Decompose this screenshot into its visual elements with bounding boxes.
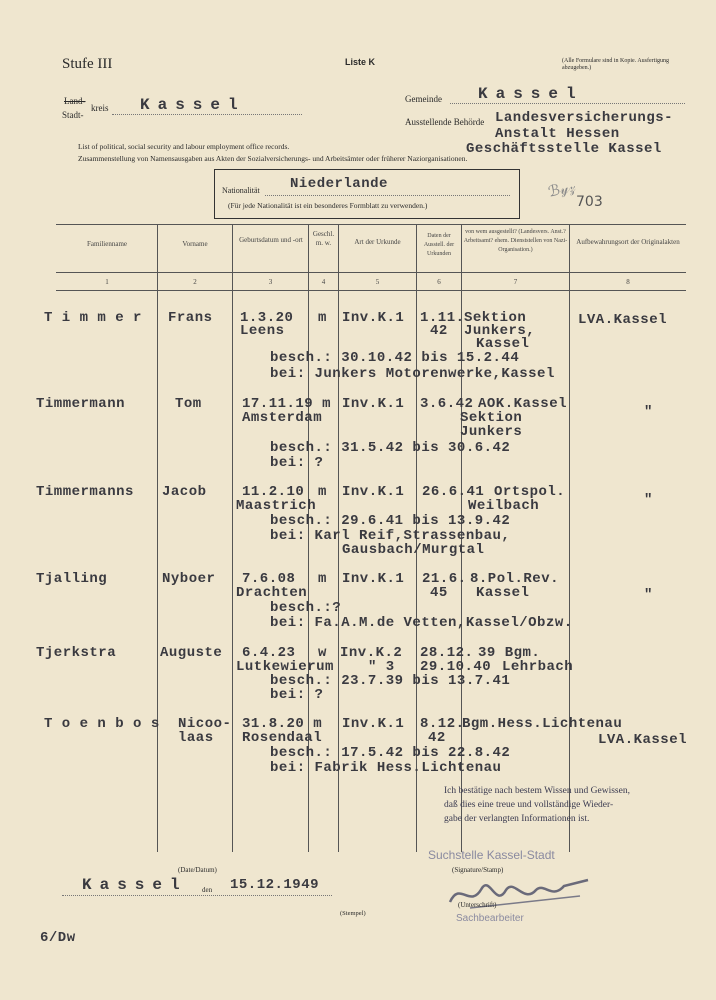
entry-4-besch: besch.:? — [270, 600, 342, 616]
footer-place: Kassel — [82, 876, 188, 894]
entry-4-doc: Inv.K.1 — [342, 571, 405, 587]
col-num-7: 7 — [513, 278, 518, 286]
entry-6-bei: bei: Fabrik Hess.Lichtenau — [270, 760, 502, 776]
table-top-line — [56, 224, 686, 225]
kreis-value: Kassel — [140, 96, 246, 114]
entry-4-birthplace: Drachten — [236, 585, 308, 601]
kreis-label: kreis — [91, 103, 109, 113]
stufe-label: Stufe III — [62, 56, 113, 72]
entry-2-issuer-2: Sektion — [460, 410, 523, 426]
entry-3-doc: Inv.K.1 — [342, 484, 405, 500]
entry-6-surname: T o e n b o s — [44, 716, 160, 732]
entry-5-bei: bei: ? — [270, 687, 324, 703]
date-label: (Date/Datum) — [178, 866, 217, 874]
entry-4-date-2: 45 — [430, 585, 448, 601]
date-underline — [62, 895, 332, 896]
entry-3-storage: " — [644, 492, 653, 508]
entry-3-sex: m — [318, 484, 327, 500]
certification-line-2: daß dies eine treue und vollständige Wieder- — [444, 800, 614, 810]
entry-3-bei: bei: Karl Reif,Strassenbau, — [270, 528, 511, 544]
entry-5-issuer-1: 39 Bgm. — [478, 645, 541, 661]
entry-6-birthdate: 31.8.20 m — [242, 716, 323, 732]
nationality-note: (Für jede Nationalität ist ein besonderes Formblatt zu verwenden.) — [228, 201, 428, 210]
nationality-underline — [265, 195, 510, 196]
signature-scribble — [440, 870, 600, 916]
entry-4-storage: " — [644, 587, 653, 603]
entry-5-date-1: 28.12. — [420, 645, 474, 661]
entry-2-surname: Timmermann — [36, 396, 126, 412]
handwritten-mark: ℬ𝓎𝓏 — [546, 177, 578, 201]
intro-english: List of political, social security and labour employment office records. — [78, 142, 290, 151]
entry-1-sex: m — [318, 310, 327, 326]
entry-6-date-1: 8.12. — [420, 716, 465, 732]
entry-3-issuer-1: Ortspol. — [494, 484, 566, 500]
entry-6-date-2: 42 — [428, 730, 446, 746]
stadt-label: Stadt- — [62, 110, 84, 120]
nationality-value: Niederlande — [290, 176, 388, 192]
entry-1-doc: Inv.K.1 — [342, 310, 405, 326]
col-num-1: 1 — [105, 278, 109, 286]
footer-date: 15.12.1949 — [230, 877, 320, 893]
entry-1-issuer-1: Sektion — [464, 310, 527, 326]
entry-3-firstname: Jacob — [162, 484, 207, 500]
col-divider-7 — [569, 224, 570, 852]
col-header-5: Art der Urkunde — [354, 238, 401, 246]
entry-2-issuer-1: AOK.Kassel — [478, 396, 568, 412]
entry-1-birthplace: Leens — [240, 323, 285, 339]
entry-1-besch: besch.: 30.10.42 bis 15.2.44 — [270, 350, 520, 366]
entry-6-firstname: Nicoo- — [178, 716, 232, 732]
certification-text — [444, 784, 630, 826]
handwritten-number: 703 — [576, 194, 603, 210]
entry-6-birthplace: Rosendaal — [242, 730, 323, 746]
entry-3-surname: Timmermanns — [36, 484, 134, 500]
entry-5-sex: w — [318, 645, 327, 661]
entry-4-firstname: Nyboer — [162, 571, 216, 587]
col-num-6: 6 — [437, 278, 441, 286]
col-header-7: von wem ausgestellt? (Landesvers. Anst.? Arbeitsamt? ehem. Dienststellen von Nazi-Organisation.) — [463, 229, 568, 253]
den-label: den — [202, 886, 213, 894]
sachbearbeiter-stamp: Sachbearbeiter — [456, 913, 524, 924]
entry-5-issuer-2: Lehrbach — [502, 659, 574, 675]
entry-2-besch: besch.: 31.5.42 bis 30.6.42 — [270, 440, 511, 456]
col-num-2: 2 — [193, 278, 197, 286]
entry-6-firstname-2: laas — [178, 730, 214, 746]
entry-1-firstname: Frans — [168, 310, 213, 326]
behoerde-value-3: Geschäftsstelle Kassel — [466, 141, 662, 157]
table-num-line — [56, 290, 686, 291]
form-note: (Alle Formulare sind in Kopie. Ausfertigung abzugeben.) — [562, 58, 669, 71]
entry-4-bei: bei: Fa.A.M.de Vetten,Kassel/Obzw. — [270, 615, 573, 631]
entry-4-issuer-2: Kassel — [476, 585, 530, 601]
gemeinde-underline — [450, 103, 685, 104]
entry-3-besch: besch.: 29.6.41 bis 13.9.42 — [270, 513, 511, 529]
col-divider-1 — [157, 224, 158, 852]
col-header-1: Familienname — [86, 240, 128, 248]
behoerde-value-1: Landesversicherungs- — [495, 110, 674, 126]
entry-1-surname: T i m m e r — [44, 310, 142, 326]
entry-5-surname: Tjerkstra — [36, 645, 117, 661]
col-header-8: Aufbewahrungsort der Originalakten — [576, 238, 680, 246]
reference-code: 6/Dw — [40, 930, 76, 946]
gemeinde-value: Kassel — [478, 85, 584, 103]
col-num-4: 4 — [321, 278, 326, 286]
entry-2-birthplace: Amsterdam — [242, 410, 323, 426]
col-divider-2 — [232, 224, 233, 852]
entry-6-storage: LVA.Kassel — [598, 732, 688, 748]
entry-1-issuer-3: Kassel — [476, 336, 530, 352]
signature-label: (Signature/Stamp) — [452, 866, 504, 874]
col-num-5: 5 — [375, 278, 380, 286]
land-label: Land- — [64, 96, 86, 106]
table-header-line — [56, 272, 686, 273]
entry-3-issuer-2: Weilbach — [468, 498, 540, 514]
col-header-4: Geschl. m. w. — [312, 230, 335, 247]
col-header-3: Geburtsdatum und -ort — [239, 236, 303, 244]
entry-5-birthplace: Lutkewierum — [236, 659, 334, 675]
entry-2-storage: " — [644, 404, 653, 420]
intro-german: Zusammenstellung von Namensausgaben aus Akten der Sozialversicherungs- und Arbeitsämter oder früherer Naziorganisationen. — [78, 154, 468, 163]
entry-4-birthdate: 7.6.08 — [242, 571, 296, 587]
entry-5-doc: Inv.K.2 — [340, 645, 403, 661]
entry-1-birthdate: 1.3.20 — [240, 310, 294, 326]
entry-4-surname: Tjalling — [36, 571, 108, 587]
col-header-6: Daten der Ausstell. der Urkunden — [423, 233, 455, 257]
entry-2-doc: Inv.K.1 — [342, 396, 405, 412]
behoerde-label: Ausstellende Behörde — [405, 117, 485, 127]
entry-4-issuer-1: 8.Pol.Rev. — [470, 571, 560, 587]
certification-line-3: gabe der verlangten Informationen ist. — [444, 814, 590, 824]
stempel-label: (Stempel) — [340, 910, 366, 917]
entry-1-date-1: 1.11. — [420, 310, 465, 326]
entry-5-birthdate: 6.4.23 — [242, 645, 296, 661]
entry-2-birthdate: 17.11.19 m — [242, 396, 332, 412]
entry-5-date-2: 29.10.40 — [420, 659, 492, 675]
col-header-2: Vorname — [182, 240, 208, 248]
entry-3-date: 26.6.41 — [422, 484, 485, 500]
col-num-3: 3 — [268, 278, 273, 286]
certification-line-1: Ich bestätige nach bestem Wissen und Gewissen, — [444, 786, 630, 796]
entry-1-bei: bei: Junkers Motorenwerke,Kassel — [270, 366, 555, 382]
entry-6-issuer: Bgm.Hess.Lichtenau — [462, 716, 623, 732]
kreis-underline — [112, 114, 302, 115]
office-stamp: Suchstelle Kassel-Stadt — [428, 848, 555, 862]
entry-4-sex: m — [318, 571, 327, 587]
entry-3-birthplace: Maastrich — [236, 498, 317, 514]
entry-2-issuer-3: Junkers — [460, 424, 523, 440]
entry-2-bei: bei: ? — [270, 455, 324, 471]
entry-6-besch: besch.: 17.5.42 bis 22.8.42 — [270, 745, 511, 761]
entry-1-issuer-2: Junkers, — [464, 323, 536, 339]
entry-1-storage: LVA.Kassel — [578, 312, 668, 328]
entry-2-firstname: Tom — [175, 396, 202, 412]
liste-label: Liste K — [345, 57, 376, 67]
entry-2-date: 3.6.42 — [420, 396, 474, 412]
entry-5-firstname: Auguste — [160, 645, 223, 661]
entry-3-birthdate: 11.2.10 — [242, 484, 305, 500]
col-num-8: 8 — [626, 278, 630, 286]
nationality-label: Nationalität — [222, 186, 260, 195]
gemeinde-label: Gemeinde — [405, 94, 442, 104]
behoerde-value-2: Anstalt Hessen — [495, 126, 620, 142]
unterschrift-label: (Unterschrift) — [458, 901, 497, 909]
entry-1-date-2: 42 — [430, 323, 448, 339]
entry-5-besch: besch.: 23.7.39 bis 13.7.41 — [270, 673, 511, 689]
entry-4-date-1: 21.6. — [422, 571, 467, 587]
entry-6-doc: Inv.K.1 — [342, 716, 405, 732]
entry-5-doc-2: " 3 — [368, 659, 395, 675]
entry-3-bei-2: Gausbach/Murgtal — [342, 542, 485, 558]
